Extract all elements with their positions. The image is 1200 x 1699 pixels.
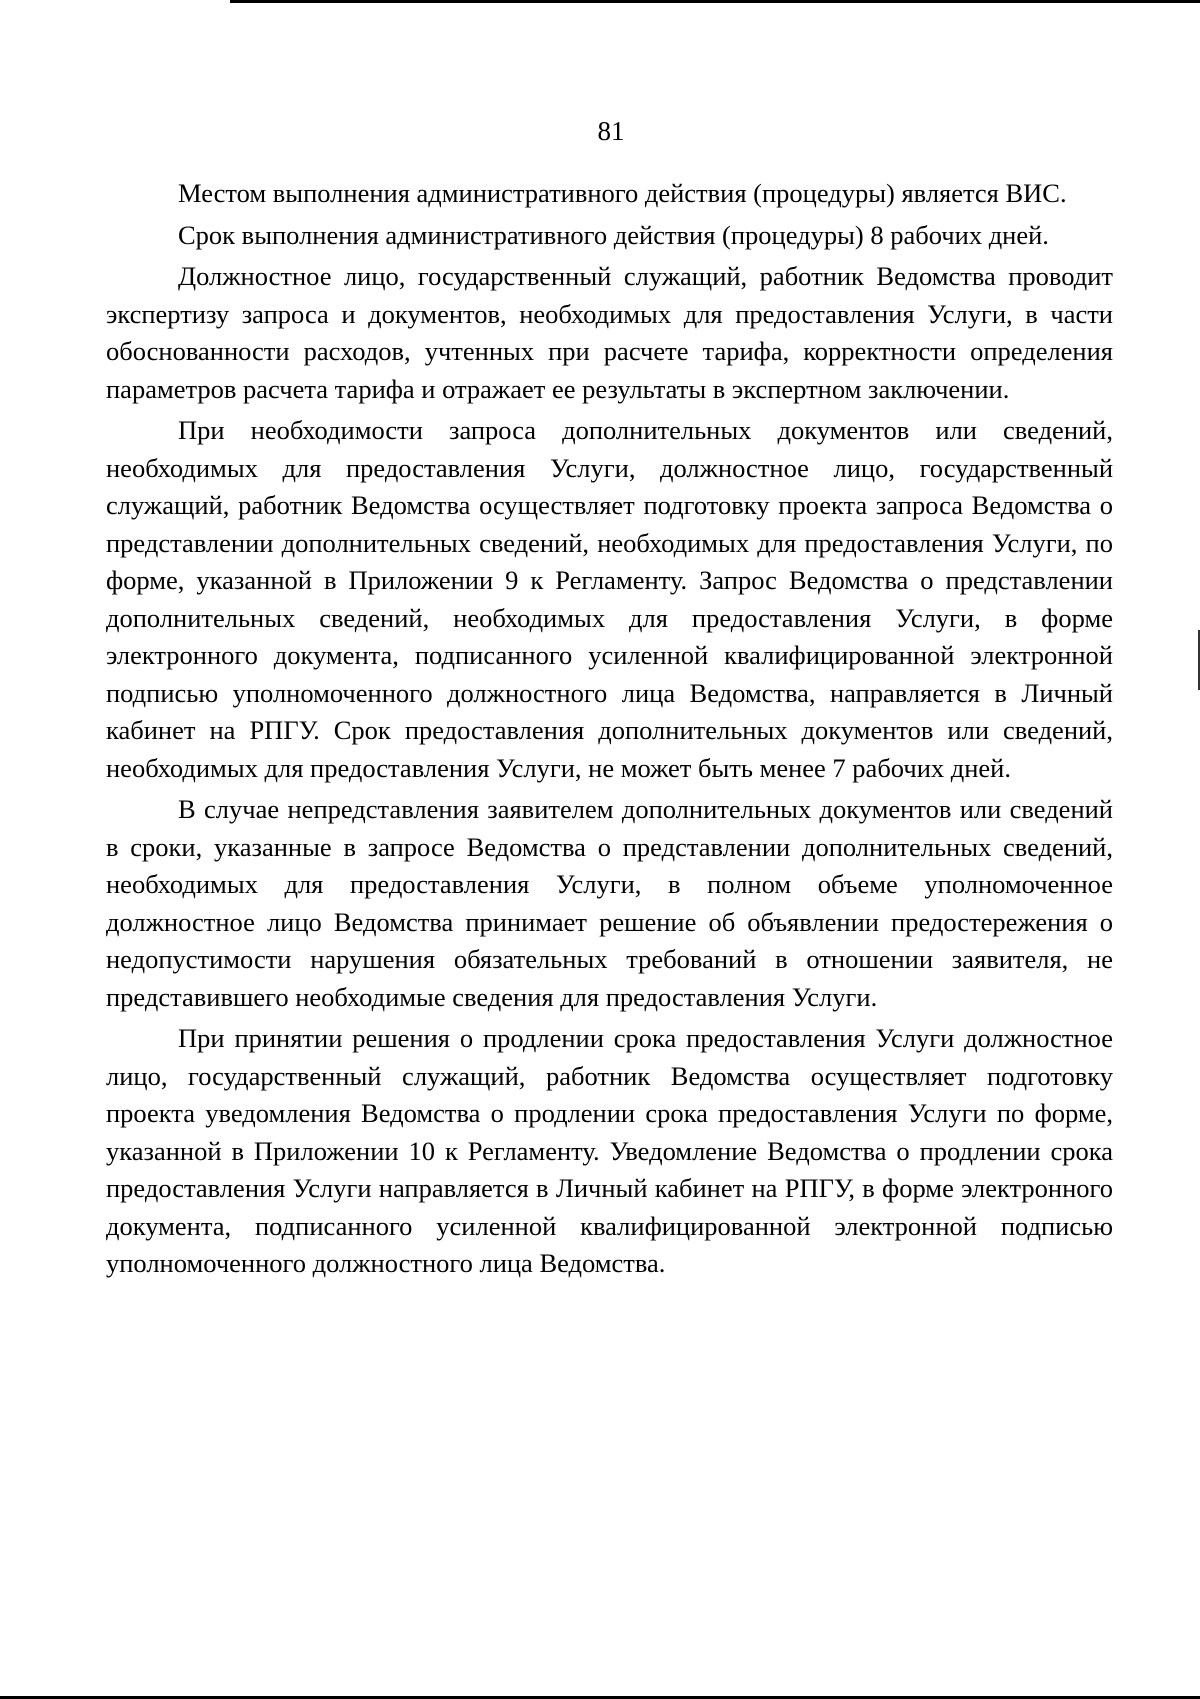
paragraph-term: Срок выполнения административного действия (процедуры) 8 рабочих дней. — [178, 219, 1049, 250]
paragraph-non-submission: В случае непредставления заявителем дополнительных документов или сведений в сроки, указанные в запросе Ведомства о представлении дополнительных сведений, необходимых для предоставления Услуги, в полном объеме уполномоченное должностное лицо Ведомства принимает решение об объявлении предостережения о недопустимости нарушения обязательных требований в отношении заявителя, не представившего необходимые сведения для предоставления Услуги. — [106, 794, 1113, 1012]
paragraph-extension: При принятии решения о продлении срока предоставления Услуги должностное лицо, государственный служащий, работник Ведомства осуществляет подготовку проекта уведомления Ведомства о продлении срока предоставления Услуги по форме, указанной в Приложении 10 к Регламенту. Уведомление Ведомства о продлении срока предоставления Услуги направляется в Личный кабинет на РПГУ, в форме электронного документа, подписанного усиленной квалифицированной электронной подписью уполномоченного должностного лица Ведомства. — [106, 1023, 1113, 1278]
document-body — [106, 175, 1113, 1287]
page-number: 81 — [597, 116, 625, 146]
paragraph-expertise: Должностное лицо, государственный служащий, работник Ведомства проводит экспертизу запроса и документов, необходимых для предоставления Услуги, в части обоснованности расходов, учтенных при расчете тарифа, корректности определения параметров расчета тарифа и отражает ее результаты в экспертном заключении. — [106, 261, 1113, 404]
scan-edge-top — [230, 0, 1200, 3]
paragraph-place: Местом выполнения административного действия (процедуры) является ВИС. — [178, 178, 1067, 208]
paragraph-additional-request: При необходимости запроса дополнительных документов или сведений, необходимых для предоставления Услуги, должностное лицо, государственный служащий, работник Ведомства осуществляет подготовку проекта запроса Ведомства о представлении дополнительных сведений, необходимых для предоставления Услуги, по форме, указанной в Приложении 9 к Регламенту. Запрос Ведомства о представлении дополнительных сведений, необходимых для предоставления Услуги, в форме электронного документа, подписанного усиленной квалифицированной электронной подписью уполномоченного должностного лица Ведомства, направляется в Личный кабинет на РПГУ. Срок предоставления дополнительных документов или сведений, необходимых для предоставления Услуги, не может быть менее 7 рабочих дней. — [106, 415, 1113, 783]
